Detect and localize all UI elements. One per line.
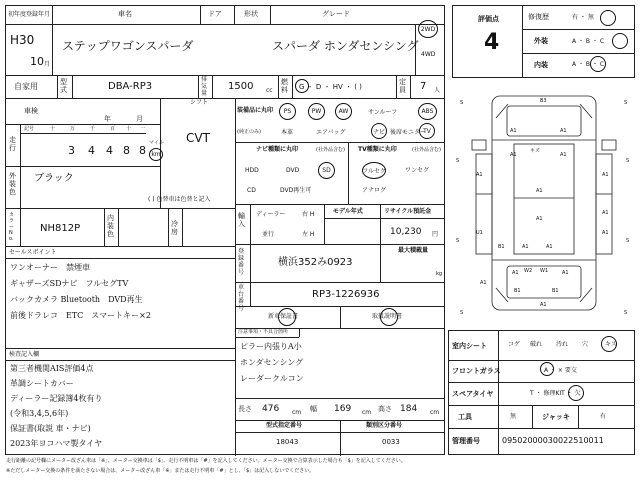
divider	[5, 24, 445, 25]
inspector-line: 第三者機関AIS評価4点	[10, 364, 94, 373]
mgmt-label: 管理番号	[452, 437, 480, 445]
mileage-label: 走行	[9, 136, 16, 152]
divider	[5, 75, 445, 76]
capacity-label: 定員	[399, 78, 406, 94]
tv-oneseg: ワンセグ	[405, 167, 430, 174]
tv-title: TV種類に丸印	[358, 146, 397, 153]
notes-line: ホンダセンシング	[240, 358, 304, 367]
spare-label: スペアタイヤ	[452, 390, 494, 398]
mileage-digit: 3	[68, 144, 75, 157]
import-left: 左 H	[302, 231, 315, 238]
mileage-digit: 4	[106, 144, 113, 157]
recycle-label: リサイクル預託金	[384, 208, 432, 215]
chassis-label: 車台番号	[238, 284, 245, 312]
diagram-roof	[514, 144, 574, 254]
glass-a-circle	[540, 362, 554, 376]
damage-mark: A1	[512, 270, 519, 276]
designation-label: 型式指定番号	[266, 422, 303, 429]
height-label: 高さ	[378, 405, 392, 413]
exterior-rating-label: 外装	[534, 37, 548, 45]
rating-value: 4	[484, 30, 500, 55]
fuel-label: 燃料	[281, 78, 288, 94]
inspection-year-label: 年	[104, 115, 111, 123]
divider	[448, 405, 635, 406]
month-value: 10	[30, 55, 44, 68]
navi-title: ナビ種類に丸印	[256, 146, 299, 153]
divider	[235, 244, 445, 245]
divider	[250, 244, 251, 306]
color-value: ブラック	[34, 173, 74, 184]
rating-label: 評価点	[478, 15, 499, 23]
repair-options: 有 ・ 無	[572, 14, 594, 21]
interior-rating-options: A ・ B ・ C	[572, 61, 605, 68]
divider	[235, 282, 445, 283]
displacement-unit: cc	[266, 87, 273, 94]
damage-mark: A1	[536, 188, 543, 194]
equip-navi: ナビ	[371, 123, 387, 139]
equip-ps: PS	[279, 103, 296, 120]
sales-line: 前後ドラレコ ETC スマートキー×2	[10, 311, 151, 320]
interior-rating-label: 内装	[534, 61, 548, 69]
first-reg-label: 初年度登録年月	[8, 11, 51, 18]
width-label: 幅	[310, 405, 317, 413]
jack-label: ジャッキ	[542, 413, 570, 421]
sales-line: ギャザーズSDナビ フルセグTV	[10, 279, 129, 288]
seat-scratch-circle	[601, 336, 617, 352]
divider	[292, 75, 293, 98]
divider	[380, 204, 381, 244]
max-load-label: 最大積載量	[398, 247, 429, 254]
divider	[5, 98, 445, 99]
height-unit: cm	[430, 409, 440, 416]
side-s: S	[624, 310, 628, 316]
navi-sd: SD	[318, 162, 335, 179]
side-s: S	[456, 238, 460, 244]
import-dealer: ディーラー	[256, 211, 286, 218]
mileage-digit: 8	[139, 144, 146, 157]
class-label: 類別区分番号	[366, 422, 403, 429]
jack-value: 有	[600, 413, 607, 420]
side-s: S	[626, 158, 630, 164]
divider	[235, 337, 299, 338]
sales-line: ワンオーナー 禁煙車	[10, 263, 90, 272]
tools-value: 無	[510, 413, 517, 420]
divider	[5, 360, 235, 361]
equip-pw: PW	[308, 103, 325, 120]
capacity-value: 7	[420, 81, 427, 92]
km-circle	[149, 148, 163, 161]
divider	[5, 166, 160, 167]
import-parallel: 並行	[262, 231, 275, 238]
divider	[522, 29, 635, 30]
damage-mark: A1	[510, 128, 517, 134]
aircon-label: 冷房	[171, 220, 178, 236]
repair-none-circle	[600, 10, 616, 26]
divider	[5, 348, 235, 349]
divider	[212, 75, 213, 98]
era-year: H30	[10, 33, 35, 47]
notes-label: 注意事項・不具合箇所	[238, 329, 289, 335]
diagram-body	[492, 96, 596, 310]
diagram-right-mirror	[602, 140, 616, 150]
max-load-unit: kg	[436, 271, 443, 277]
grade-value: スパーダ ホンダセンシング	[272, 39, 419, 53]
import-right: 右 H	[302, 211, 315, 218]
spare-kit-circle	[568, 385, 584, 401]
interior-b-circle	[590, 56, 606, 72]
color-change-note: ( ) 色替車は色替と記入	[148, 196, 211, 203]
class-value: 0033	[382, 438, 400, 446]
damage-mark: A1	[510, 152, 517, 158]
glass-options: A ・ × 要交	[544, 367, 577, 374]
digit-header: 記号	[24, 126, 35, 132]
digit-header: 百	[110, 126, 116, 132]
divider	[57, 75, 58, 98]
height-value: 184	[400, 404, 418, 414]
car-name-value: ステップワゴンスパーダ	[62, 39, 194, 53]
interior-color-label: 内装色	[107, 214, 114, 238]
equip-airbag: エアバッグ	[316, 129, 346, 136]
notes-line: ピラー内張りA小	[240, 342, 302, 351]
divider	[448, 382, 635, 383]
mileage-digit: 4	[88, 144, 95, 157]
designation-value: 18043	[276, 438, 299, 446]
chassis-value: RP3-1226936	[312, 289, 380, 300]
inspector-line: ディーラー記録簿4枚有り	[10, 394, 103, 403]
digit-header: 一	[140, 126, 146, 132]
length-label: 長さ	[238, 405, 252, 413]
divider	[340, 420, 341, 456]
doc-warranty: 新車保証書	[268, 313, 299, 320]
damage-mark: A1	[560, 128, 567, 134]
damage-mark: A1	[602, 172, 609, 178]
divider	[104, 208, 105, 246]
grade-label: グレード	[322, 10, 350, 18]
recycle-value: 10,230	[390, 227, 422, 237]
interior-seat-label: 室内シート	[452, 342, 487, 350]
digit-header: 千	[90, 126, 96, 132]
drive-4wd: 4WD	[421, 51, 436, 58]
damage-mark: B1	[552, 288, 559, 294]
scratch-note: キズ	[530, 148, 540, 154]
inspector-line: 2023年ヨコハマ製タイヤ	[10, 439, 103, 448]
divider	[380, 244, 381, 282]
damage-mark: B3	[540, 98, 547, 104]
divider	[348, 142, 349, 204]
side-s: S	[624, 100, 628, 106]
navi-cd: CD	[247, 187, 256, 194]
inspection-month-label: 月	[136, 115, 143, 123]
inspection-label: 車検	[24, 107, 38, 115]
divider	[522, 53, 635, 54]
divider	[20, 124, 21, 166]
inspector-line: (令和3,4,5,6年)	[10, 409, 69, 418]
damage-mark: W1	[540, 268, 549, 274]
tv-analog: アナログ	[362, 187, 387, 194]
drive-2wd: 2WD	[420, 25, 436, 33]
digit-header: 十	[126, 126, 132, 132]
month-unit: 月	[44, 61, 51, 68]
damage-mark: A1	[476, 172, 483, 178]
width-unit: cm	[362, 409, 372, 416]
seat-option: 穴	[582, 341, 589, 348]
mileage-digits	[22, 126, 148, 166]
footer-line-2: ※ただしメーター交換の条件を満たさない場合は、メーター改ざん車「※」または走行不明車「#」とし、「$」は記入しないでください。	[6, 468, 315, 474]
drive-2wd-circle	[418, 20, 438, 38]
divider	[234, 5, 235, 25]
divider	[448, 428, 635, 429]
equip-tv: TV	[419, 123, 435, 139]
model-label: 型式	[60, 78, 67, 94]
seat-option: キズ	[605, 341, 617, 348]
navi-dvd: DVD	[286, 167, 300, 174]
seat-option: コゲ	[508, 341, 521, 348]
inspector-label: 検査記入欄	[9, 351, 40, 358]
mgmt-value: 09502000030022510011	[502, 436, 604, 445]
mileage-digit: 8	[123, 144, 130, 157]
divider	[235, 98, 236, 456]
divider	[118, 208, 119, 246]
divider	[522, 5, 523, 78]
length-value: 476	[262, 404, 280, 414]
mileage-unit-mile: マイル	[149, 140, 164, 146]
equip-abs: ABS	[418, 103, 437, 120]
damage-mark: B1	[514, 288, 521, 294]
side-s: S	[456, 158, 460, 164]
divider	[5, 208, 235, 209]
color-no-value: NH812P	[40, 223, 81, 234]
doc-manual: 取扱説明書	[372, 313, 403, 320]
seat-option: 汚れ	[556, 341, 569, 348]
diagram-left-mirror	[472, 140, 486, 150]
divider	[198, 75, 199, 98]
divider	[20, 208, 21, 246]
diagram-left-side	[476, 154, 492, 254]
divider	[278, 75, 279, 98]
glass-label: フロントガラス	[452, 367, 501, 375]
damage-mark: B1	[498, 244, 505, 250]
model-value: DBA-RP3	[108, 81, 153, 92]
divider	[200, 5, 201, 25]
length-unit: cm	[292, 409, 302, 416]
damage-mark: A1	[480, 280, 487, 286]
divider	[52, 5, 53, 75]
divider	[20, 166, 21, 208]
divider	[396, 75, 397, 98]
plate-label: 登録番号	[238, 248, 245, 276]
notes-line: レーダークルコン	[240, 374, 304, 383]
navi-note: (社外品含む)	[316, 147, 345, 153]
exterior-label: 外装色	[9, 172, 16, 196]
divider	[532, 405, 533, 428]
color-no-label: カラーNo.	[9, 212, 15, 242]
navi-hdd: HDD	[245, 167, 259, 174]
equipment-title: 装備品に丸印	[237, 107, 274, 114]
divider	[498, 330, 499, 455]
exterior-c-circle	[612, 33, 628, 49]
divider	[182, 208, 183, 246]
damage-mark: W2	[524, 268, 533, 274]
divider	[72, 75, 73, 98]
damage-mark: A1	[522, 244, 529, 250]
divider	[5, 246, 235, 247]
diagram-hood	[507, 106, 581, 136]
import-label: 輸入	[238, 212, 245, 228]
digit-header: 万	[70, 126, 76, 132]
model-year-label: モデル年式	[333, 208, 363, 215]
diagram-right-side	[596, 154, 612, 254]
divider	[324, 218, 445, 219]
equip-rear-monitor: 後席モニター	[390, 129, 427, 136]
shift-value: CVT	[186, 131, 210, 145]
divider	[299, 328, 300, 337]
recycle-unit: 円	[432, 231, 439, 238]
equip-aw: AW	[335, 103, 352, 120]
divider	[448, 360, 635, 361]
sales-line: バックカメラ Bluetooth DVD再生	[10, 295, 143, 304]
divider	[410, 75, 411, 98]
tv-note: (社外品含む)	[412, 147, 441, 153]
mileage-unit-km: km	[151, 151, 161, 158]
fuel-options: G ・ D ・ HV ・ ( )	[299, 83, 362, 91]
seat-option: 破れ	[530, 341, 543, 348]
side-s: S	[460, 100, 464, 106]
equip-leather: 本革	[281, 129, 294, 136]
car-name-label: 車名	[118, 10, 132, 18]
footer-line-1: 走行距離の記号欄にメーター改ざん車は「※」、メーター交換車は「$」、走行不明車は「#」を記入してください。メーター交換で合算表示した場合も「$」を記入してください。	[6, 458, 406, 464]
equip-sunroof: サンルーフ	[368, 109, 398, 116]
exterior-rating-options: A ・ B ・ C	[572, 38, 605, 45]
tools-label: 工具	[458, 413, 472, 421]
divider	[5, 258, 235, 259]
digit-header: 十	[50, 126, 56, 132]
capacity-unit: 人	[434, 87, 441, 94]
plate-value: 横浜352み0923	[278, 257, 353, 268]
divider	[270, 5, 271, 25]
tv-fullseg: フルセグ	[362, 162, 386, 179]
damage-mark: U1	[476, 230, 483, 236]
divider	[5, 124, 160, 125]
door-label: ドア	[208, 10, 222, 18]
divider	[250, 204, 251, 244]
divider	[235, 142, 445, 143]
repair-label: 修復歴	[528, 13, 549, 21]
damage-mark: A1	[602, 230, 609, 236]
side-s: S	[626, 238, 630, 244]
shape-label: 形状	[244, 10, 258, 18]
damage-mark: A1	[536, 216, 543, 222]
divider	[324, 204, 325, 244]
divider	[235, 204, 445, 205]
width-value: 169	[334, 404, 352, 414]
divider	[235, 398, 445, 399]
displacement-value: 1500	[228, 81, 254, 92]
car-damage-diagram	[452, 84, 635, 324]
damage-mark: A1	[546, 244, 553, 250]
sales-points-label: セールスポイント	[9, 249, 57, 256]
damage-mark: A1	[540, 302, 547, 308]
divider	[340, 306, 341, 328]
spare-options: T ・ 修理KIT ・ 欠	[530, 390, 581, 397]
divider	[168, 208, 169, 246]
damage-mark: A1	[560, 152, 567, 158]
private-use: 自家用	[14, 82, 38, 91]
damage-mark: A1	[562, 270, 569, 276]
inspector-line: 革調シートカバー	[10, 379, 74, 388]
navi-dvd-play: DVD再生可	[280, 187, 312, 194]
side-s: S	[460, 310, 464, 316]
shift-label: シフト	[190, 99, 209, 106]
divider	[578, 405, 579, 428]
damage-mark: A1	[602, 210, 609, 216]
inspector-line: 保証書(取説 車・ナビ)	[10, 424, 91, 433]
equipment-subtitle: (純正のみ)	[237, 129, 261, 135]
displacement-label: 排気量	[201, 76, 208, 97]
